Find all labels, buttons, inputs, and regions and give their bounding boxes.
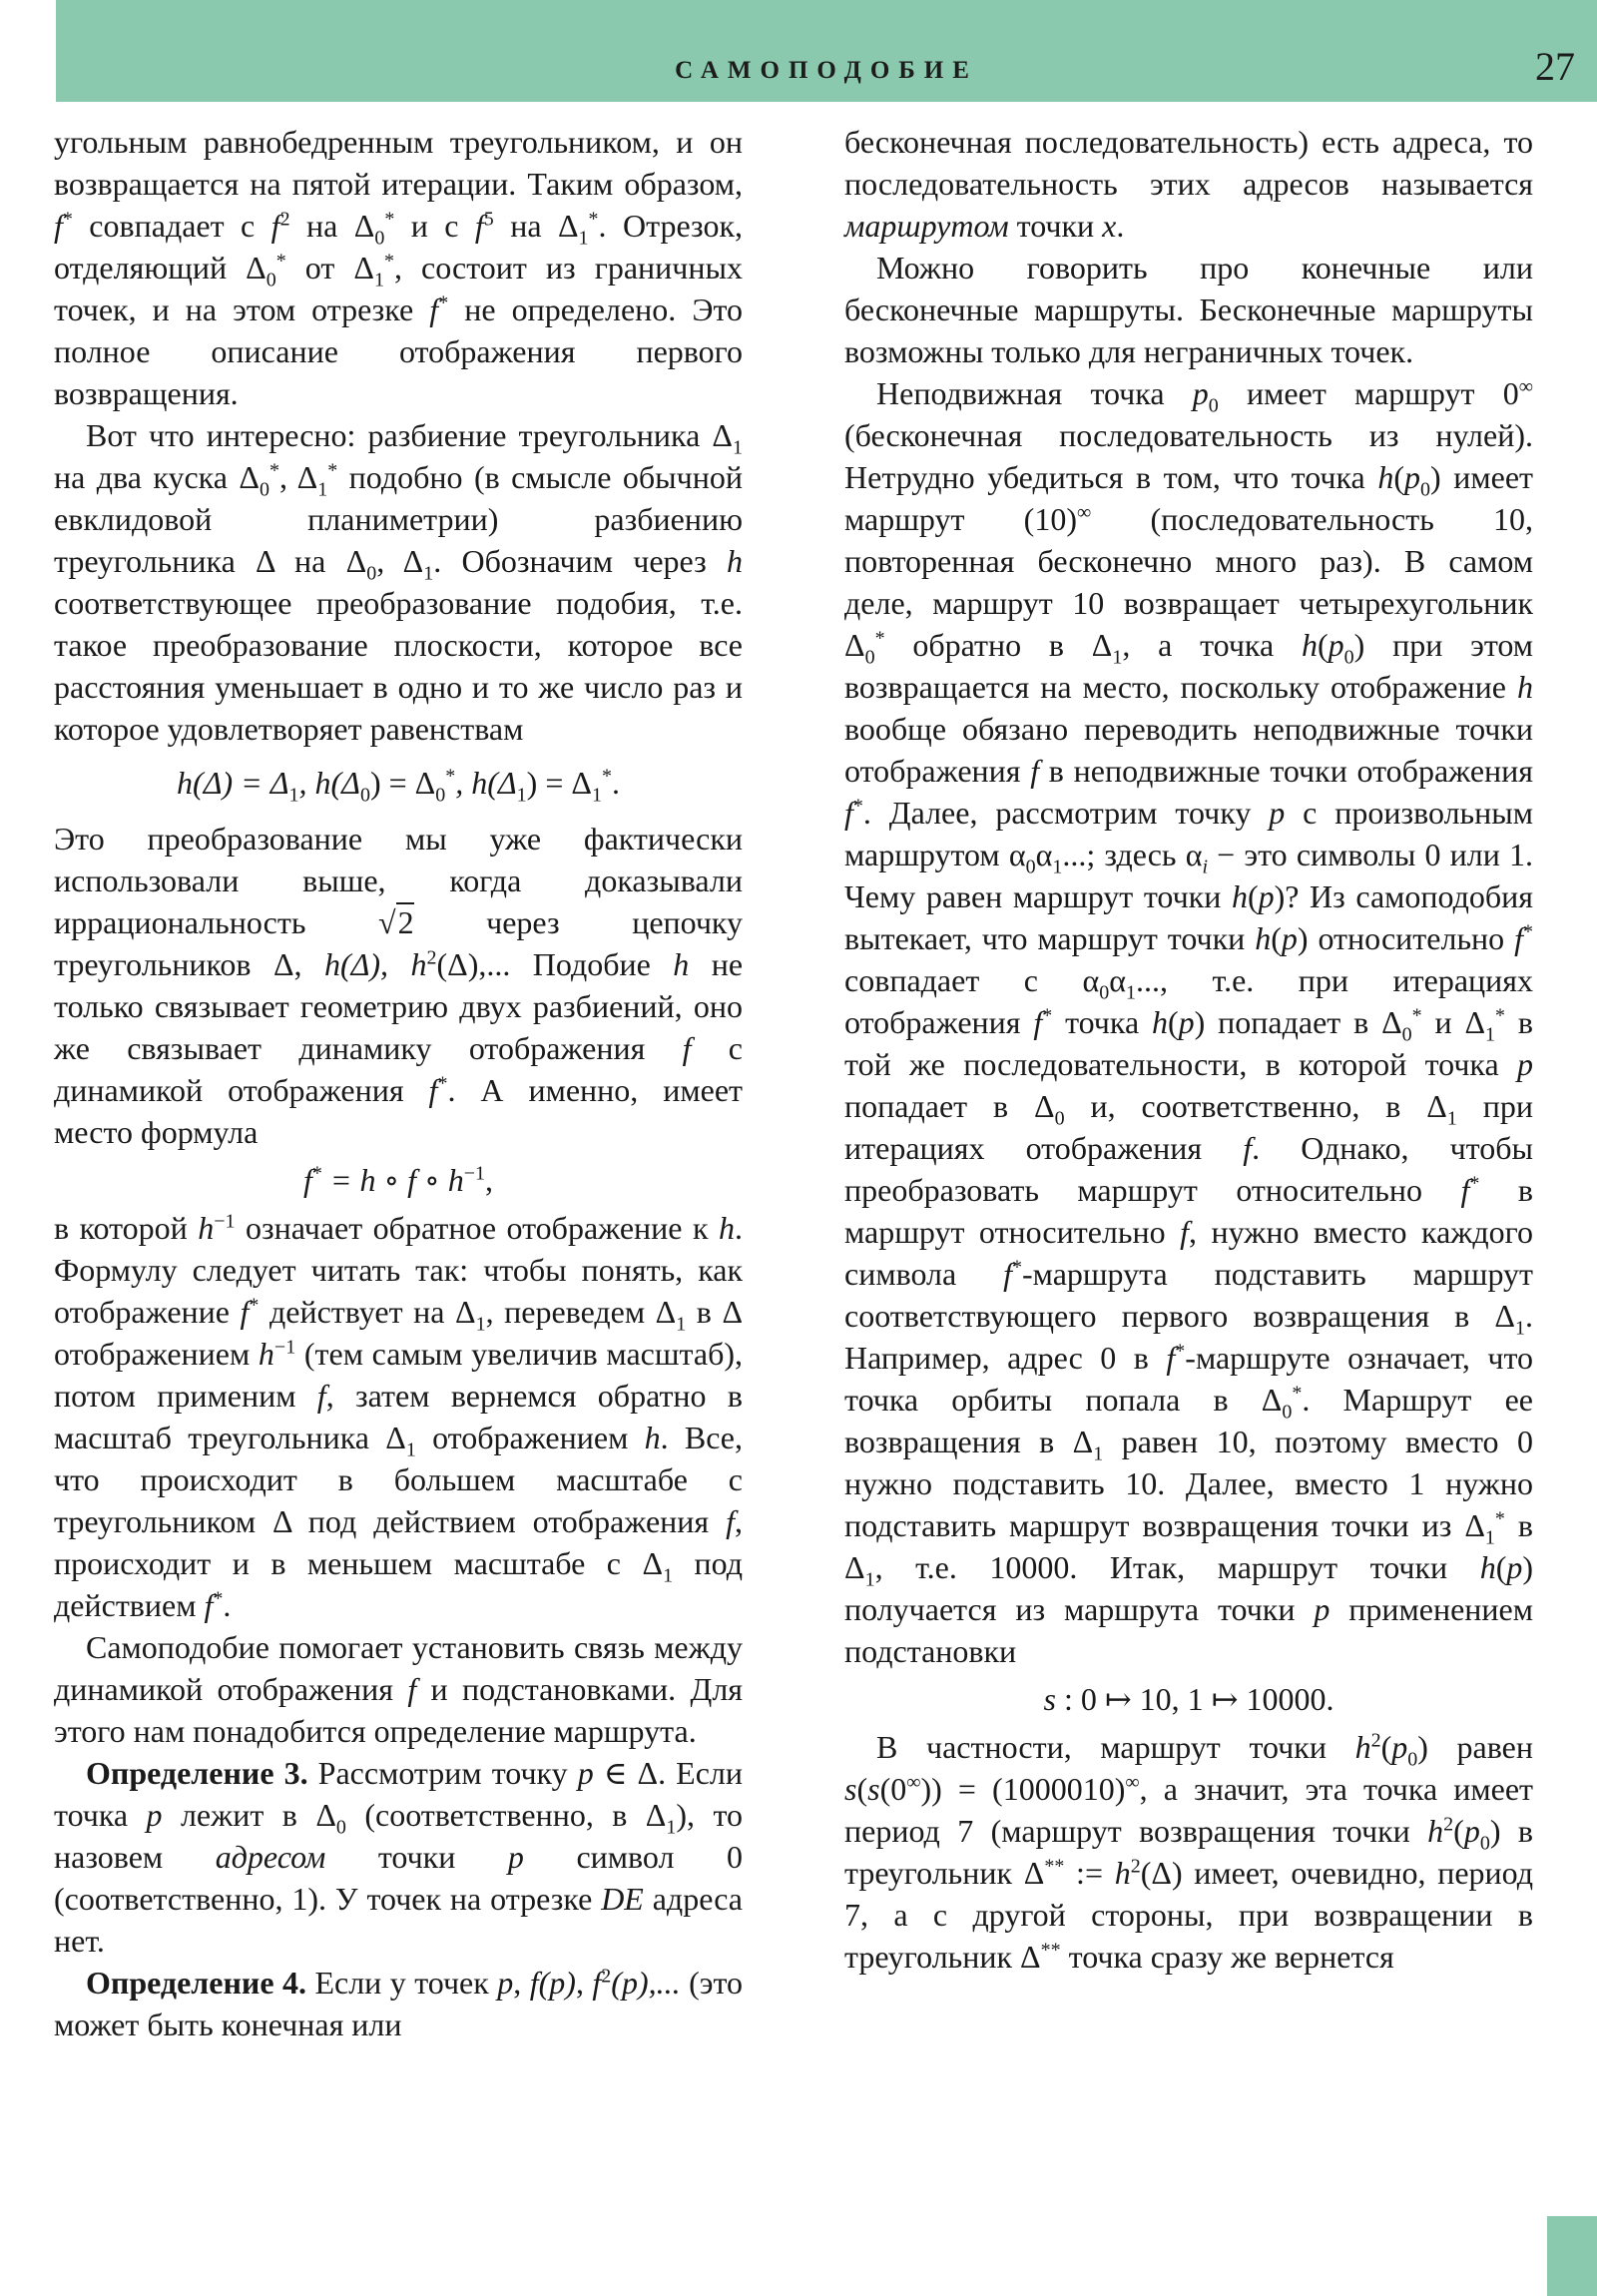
right-column <box>844 121 1533 1978</box>
paragraph: в которой $h^{-1}$ означает обратное отображение к h. Формулу следует читать так: чтобы понять, как отображение f* действует на $\Delta_1$, переведем $\Delta_1$ в Δ отображением $h^{-1}$ (тем самым увеличив масштаб), потом применим f, затем вернемся обратно в масштаб треугольника $\Delta_1$ отображением h. Все, что происходит в большем масштабе с треугольником Δ под действием отображения f, происходит и в меньшем масштабе с $\Delta_1$ под действием f*. <box>54 1210 744 1623</box>
page-header <box>56 0 1597 102</box>
left-column <box>54 121 743 2045</box>
paragraph: угольным равнобедренным треугольником, и он возвращается на пятой итерации. Таким образом, f* совпадает с $f^2$ на $\Delta_0^*$ и с $f^5$ на $\Delta_1^*$. Отрезок, отделяющий $\Delta_0^*$ от $\Delta_1^*$, состоит из граничных точек, и на этом отрезке f* не определено. Это полное описание отображения первого возвращения. <box>54 124 744 411</box>
paragraph: Можно говорить про конечные или бесконечные маршруты. Бесконечные маршруты возможны только для неграничных точек. <box>844 250 1533 369</box>
page-number: 27 <box>1535 44 1575 89</box>
formula: s : 0 ↦ 10, 1 ↦ 10000. <box>1043 1681 1334 1717</box>
definition-3: Определение 3. Рассмотрим точку p ∈ Δ. Если точка p лежит в $\Delta_0$ (соответственно, в $\Delta_1$), то назовем адресом точки p символ 0 (соответственно, 1). У точек на отрезке DE адреса нет. <box>54 1755 744 1959</box>
paragraph: В частности, маршрут точки $h^2(p_0)$ равен s(s(0∞)) = (1000010)∞, а значит, эта точка имеет период 7 (маршрут возвращения точки $h^2(p_0)$ в треугольник Δ** := $h^2(\Delta)$ имеет, очевидно, период 7, а с другой стороны, при возвращении в треугольник Δ** точка сразу же вернется <box>844 1729 1534 1975</box>
corner-tab <box>1547 2216 1597 2296</box>
formula: $h(\Delta) = \Delta_1$, $h(\Delta_0) = \Delta_0^*$, $h(\Delta_1) = \Delta_1^*$. <box>177 765 620 807</box>
paragraph: Это преобразование мы уже фактически использовали выше, когда доказывали иррациональность √2 через цепочку треугольников Δ, h(Δ), $h^2(\Delta)$,... Подобие h не только связывает геометрию двух разбиений, оно же связывает динамику отображения f с динамикой отображения f*. А именно, имеет место формула <box>54 821 744 1150</box>
paragraph: Вот что интересно: разбиение треугольника $\Delta_1$ на два куска $\Delta_0^*$, $\Delta_1^*$ подобно (в смысле обычной евклидовой планиметрии) разбиению треугольника Δ на $\Delta_0$, $\Delta_1$. Обозначим через h соответствующее преобразование подобия, т.е. такое преобразование плоскости, которое все расстояния уменьшает в одно и то же число раз и которое удовлетворяет равенствам <box>54 417 744 747</box>
paragraph: бесконечная последовательность) есть адреса, то последовательность этих адресов называется маршрутом точки x. <box>844 124 1533 244</box>
definition-4: Определение 4. Если у точек p, f(p), $f^2(p)$,... (это может быть конечная или <box>54 1965 744 2042</box>
definition-label: Определение 4. <box>86 1965 306 2001</box>
paragraph: Неподвижная точка $p_0$ имеет маршрут 0∞ (бесконечная последовательность из нулей). Нетрудно убедиться в том, что точка $h(p_0)$ имеет маршрут (10)∞ (последовательность 10, повторенная бесконечно много раз). В самом деле, маршрут 10 возвращает четырехугольник $\Delta_0^*$ обратно в $\Delta_1$, а точка $h(p_0)$ при этом возвращается на место, поскольку отображение h вообще обязано переводить неподвижные точки отображения f в неподвижные точки отображения f*. Далее, рассмотрим точку p с произвольным маршрутом $\alpha_0\alpha_1$...; здесь $\alpha_i$ − это символы 0 или 1. Чему равен маршрут точки h(p)? Из самоподобия вытекает, что маршрут точки h(p) относительно f* совпадает с $\alpha_0\alpha_1$..., т.е. при итерациях отображения f* точка h(p) попадает в $\Delta_0^*$ и $\Delta_1^*$ в той же последовательности, в которой точка p попадает в $\Delta_0$ и, соответственно, в $\Delta_1$ при итерациях отображения f. Однако, чтобы преобразовать маршрут относительно f* в маршрут относительно f, нужно вместо каждого символа f*-маршрута подставить маршрут соответствующего первого возвращения в $\Delta_1$. Например, адрес 0 в f*-маршруте означает, что точка орбиты попала в $\Delta_0^*$. Маршрут ее возвращения в $\Delta_1$ равен 10, поэтому вместо 0 нужно подставить 10. Далее, вместо 1 нужно подставить маршрут возвращения точки из $\Delta_1^*$ в $\Delta_1$, т.е. 10000. Итак, маршрут точки h(p) получается из маршрута точки p применением подстановки <box>844 375 1534 1669</box>
paragraph: Самоподобие помогает установить связь между динамикой отображения f и подстановками. Для этого нам понадобится определение маршрута. <box>54 1629 744 1749</box>
running-title: САМОПОДОБИЕ <box>675 57 978 84</box>
definition-label: Определение 3. <box>86 1755 308 1791</box>
sqrt-two: √2 <box>378 904 414 940</box>
formula: f* = h ∘ f ∘ $h^{-1}$, <box>302 1162 494 1198</box>
